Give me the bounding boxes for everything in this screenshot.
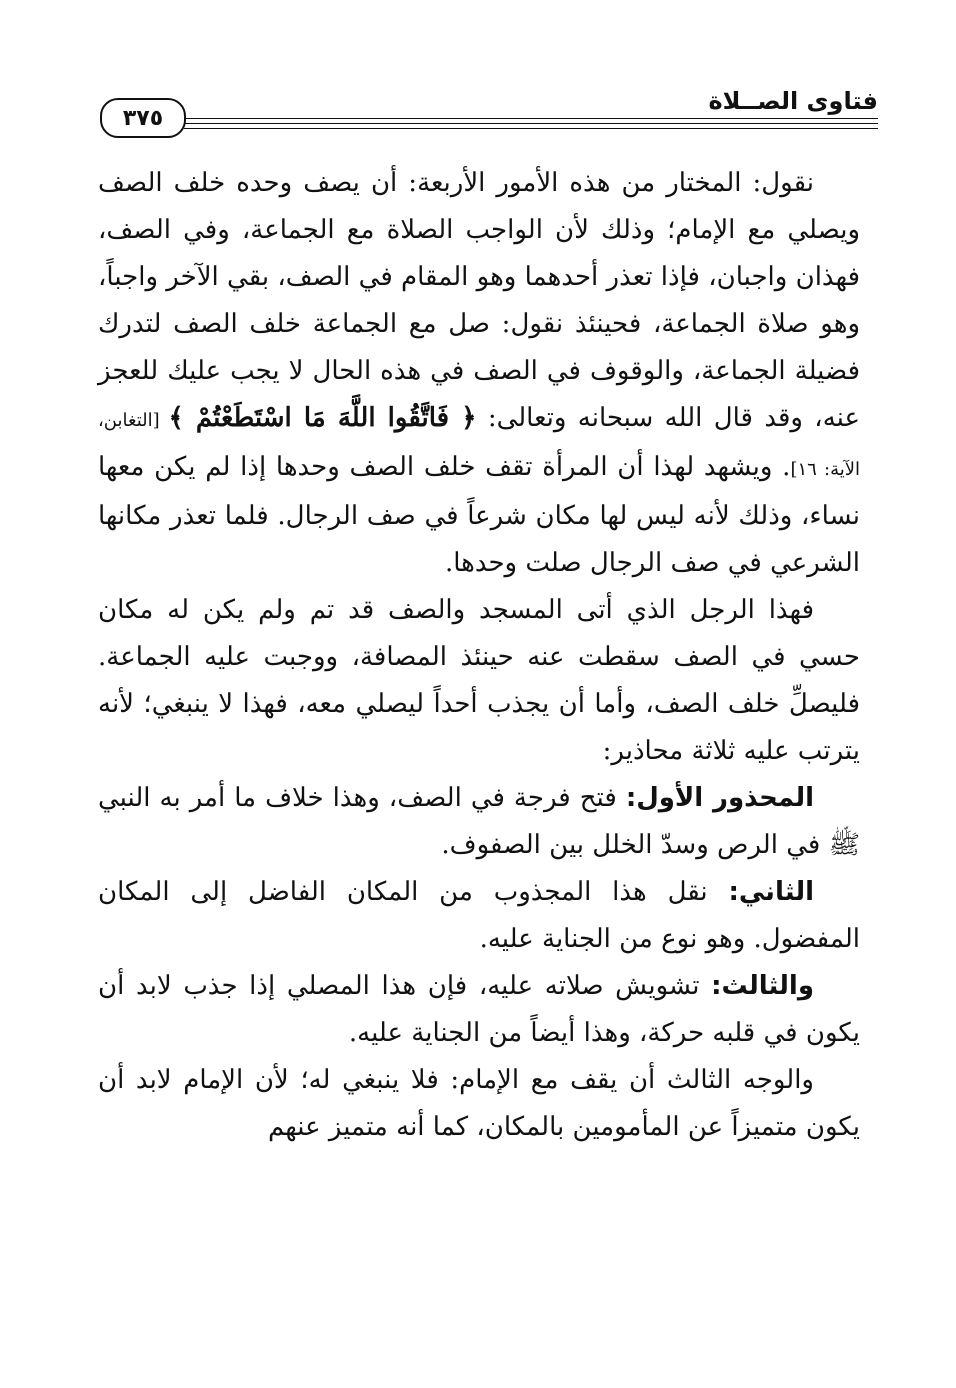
paragraph-lead: والثالث: (711, 971, 814, 1001)
page-number: ٣٧٥ (100, 98, 186, 138)
paragraph-lead: المحذور الأول: (625, 783, 814, 813)
page-header (100, 78, 878, 138)
main-text (98, 160, 860, 1151)
paragraph (98, 775, 860, 869)
paragraph-text: . ويشهد لهذا أن المرأة تقف خلف الصف وحدها إذا لم يكن معها نساء، وذلك لأنه ليس لها مكان شرعاً في صف الرجال. فلما تعذر مكانها الشرعي في صف الرجال صلت وحدها. (98, 452, 860, 578)
paragraph (98, 160, 860, 587)
header-rule (184, 118, 878, 119)
paragraph (98, 869, 860, 963)
quran-verse: ﴿ فَاتَّقُوا اللَّهَ مَا اسْتَطَعْتُمْ ﴾ (168, 403, 477, 433)
paragraph-text: فتح فرجة في الصف، وهذا خلاف ما أمر به النبي ﷺ في الرص وسدّ الخلل بين الصفوف. (98, 783, 860, 860)
paragraph (98, 963, 860, 1057)
verse-reference: [التغابن، الآية: ١٦] (98, 410, 860, 480)
header-rule (184, 128, 878, 129)
paragraph (98, 1057, 860, 1151)
paragraph (98, 587, 860, 775)
paragraph-text: فهذا الرجل الذي أتى المسجد والصف قد تم ولم يكن له مكان حسي في الصف سقطت عنه حينئذ المصافة، ووجبت عليه الجماعة. فليصلِّ خلف الصف، وأما أن يجذب أحداً ليصلي معه، فهذا لا ينبغي؛ لأنه يترتب عليه ثلاثة محاذير: (98, 595, 860, 766)
paragraph-text: نقول: المختار من هذه الأمور الأربعة: أن يصف وحده خلف الصف ويصلي مع الإمام؛ وذلك لأن الواجب الصلاة مع الجماعة، وفي الصف، فهذان واجبان، فإذا تعذر أحدهما وهو المقام في الصف، بقي الآخر واجباً، وهو صلاة الجماعة، فحينئذ نقول: صل مع الجماعة خلف الصف لتدرك فضيلة الجماعة، والوقوف في الصف في هذه الحال لا يجب عليك للعجز عنه، وقد قال الله سبحانه وتعالى: (98, 168, 860, 433)
paragraph-lead: الثاني: (728, 877, 814, 907)
paragraph-text: تشويش صلاته عليه، فإن هذا المصلي إذا جذب لابد أن يكون في قلبه حركة، وهذا أيضاً من الجناية عليه. (98, 971, 860, 1048)
header-rule (184, 123, 878, 124)
paragraph-text: والوجه الثالث أن يقف مع الإمام: فلا ينبغي له؛ لأن الإمام لابد أن يكون متميزاً عن المأمومين بالمكان، كما أنه متميز عنهم (98, 1065, 860, 1142)
running-title: فتاوى الصــلاة (708, 87, 878, 115)
paragraph-text: نقل هذا المجذوب من المكان الفاضل إلى المكان المفضول. وهو نوع من الجناية عليه. (98, 877, 860, 954)
